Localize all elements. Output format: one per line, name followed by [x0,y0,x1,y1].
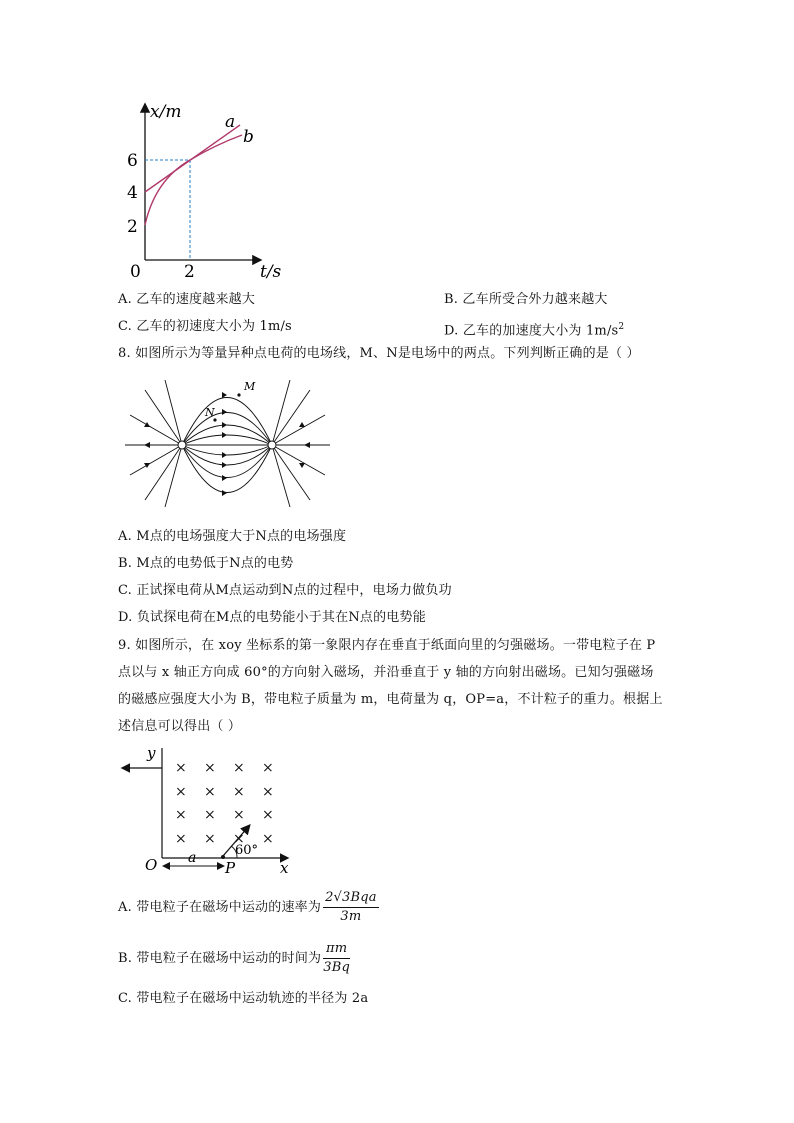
svg-text:×: × [204,760,216,776]
q7-ytick-4: 4 [127,183,138,203]
svg-text:×: × [175,784,187,800]
svg-text:×: × [233,784,245,800]
q7-xt-graph [110,95,300,285]
q9-angle-label: 60° [235,843,259,858]
q9-option-a: A. 带电粒子在磁场中运动的速率为 $\frac{\text{2√3Bqa}}{3m}$ [118,890,377,924]
q7-xtick-2: 2 [184,262,195,282]
q7-option-a: A. 乙车的速度越来越大 [118,292,256,307]
q9-magnetic-field-diagram [115,740,300,875]
svg-text:×: × [262,831,274,847]
q9-origin-label: O [145,856,158,874]
svg-text:×: × [175,760,187,776]
svg-text:×: × [233,760,245,776]
q9-field-crosses [175,760,274,847]
q7-ytick-2: 2 [127,217,138,237]
q9-stem-line4: 述信息可以得出（ ） [118,719,242,734]
q9-point-label: P [225,859,236,875]
q9-option-b: B. 带电粒子在磁场中运动的时间为 $\frac{\pi m}{3Bq}$ [118,941,350,975]
q9-option-c: C. 带电粒子在磁场中运动轨迹的半径为 2a [118,991,369,1006]
q8-label-n: N [205,406,215,419]
q8-option-c: C. 正试探电荷从M点运动到N点的过程中，电场力做负功 [118,583,452,598]
q7-option-d: D. 乙车的加速度大小为 $1m/s^2$ [444,322,625,339]
q9-stem-line3: 的磁感应强度大小为 B，带电粒子质量为 m，电荷量为 q，OP=a，不计粒子的重力。根据上 [118,692,663,707]
q9-length-label: a [188,850,197,866]
svg-text:×: × [175,831,187,847]
svg-text:×: × [175,807,187,823]
q7-curve-b-label: b [243,127,254,147]
q7-ytick-6: 6 [127,151,138,171]
svg-text:×: × [204,784,216,800]
svg-text:×: × [204,831,216,847]
q7-xtick-0: 0 [130,262,141,282]
q9-stem-line1: 9. 如图所示，在 xoy 坐标系的第一象限内存在垂直于纸面向里的匀强磁场。一带电粒子在 P [118,638,656,653]
svg-text:×: × [233,831,245,847]
q8-label-m: M [244,380,256,393]
svg-text:×: × [262,784,274,800]
q8-option-b: B. M点的电势低于N点的电势 [118,556,294,571]
svg-text:×: × [204,807,216,823]
q8-field-lines-diagram [120,375,335,510]
svg-text:×: × [262,760,274,776]
svg-text:×: × [233,807,245,823]
q9-x-label: x [280,859,289,875]
q7-x-label: t/s [260,262,282,282]
svg-text:×: × [262,807,274,823]
q7-curve-a-label: a [225,112,236,132]
q7-option-b: B. 乙车所受合外力越来越大 [444,292,608,307]
q9-y-label: y [147,744,156,762]
q7-option-c: C. 乙车的初速度大小为 1m/s [118,319,292,334]
q8-stem: 8. 如图所示为等量异种点电荷的电场线，M、N是电场中的两点。下列判断正确的是（ ） [118,346,640,361]
q7-curve-b [145,135,242,225]
q8-option-d: D. 负试探电荷在M点的电势能小于其在N点的电势能 [118,610,426,625]
q8-option-a: A. M点的电场强度大于N点的电场强度 [118,529,347,544]
q7-y-label: x/m [150,102,182,122]
q9-stem-line2: 点以与 x 轴正方向成 60°的方向射入磁场，并沿垂直于 y 轴的方向射出磁场。已知匀强磁场 [118,665,654,680]
